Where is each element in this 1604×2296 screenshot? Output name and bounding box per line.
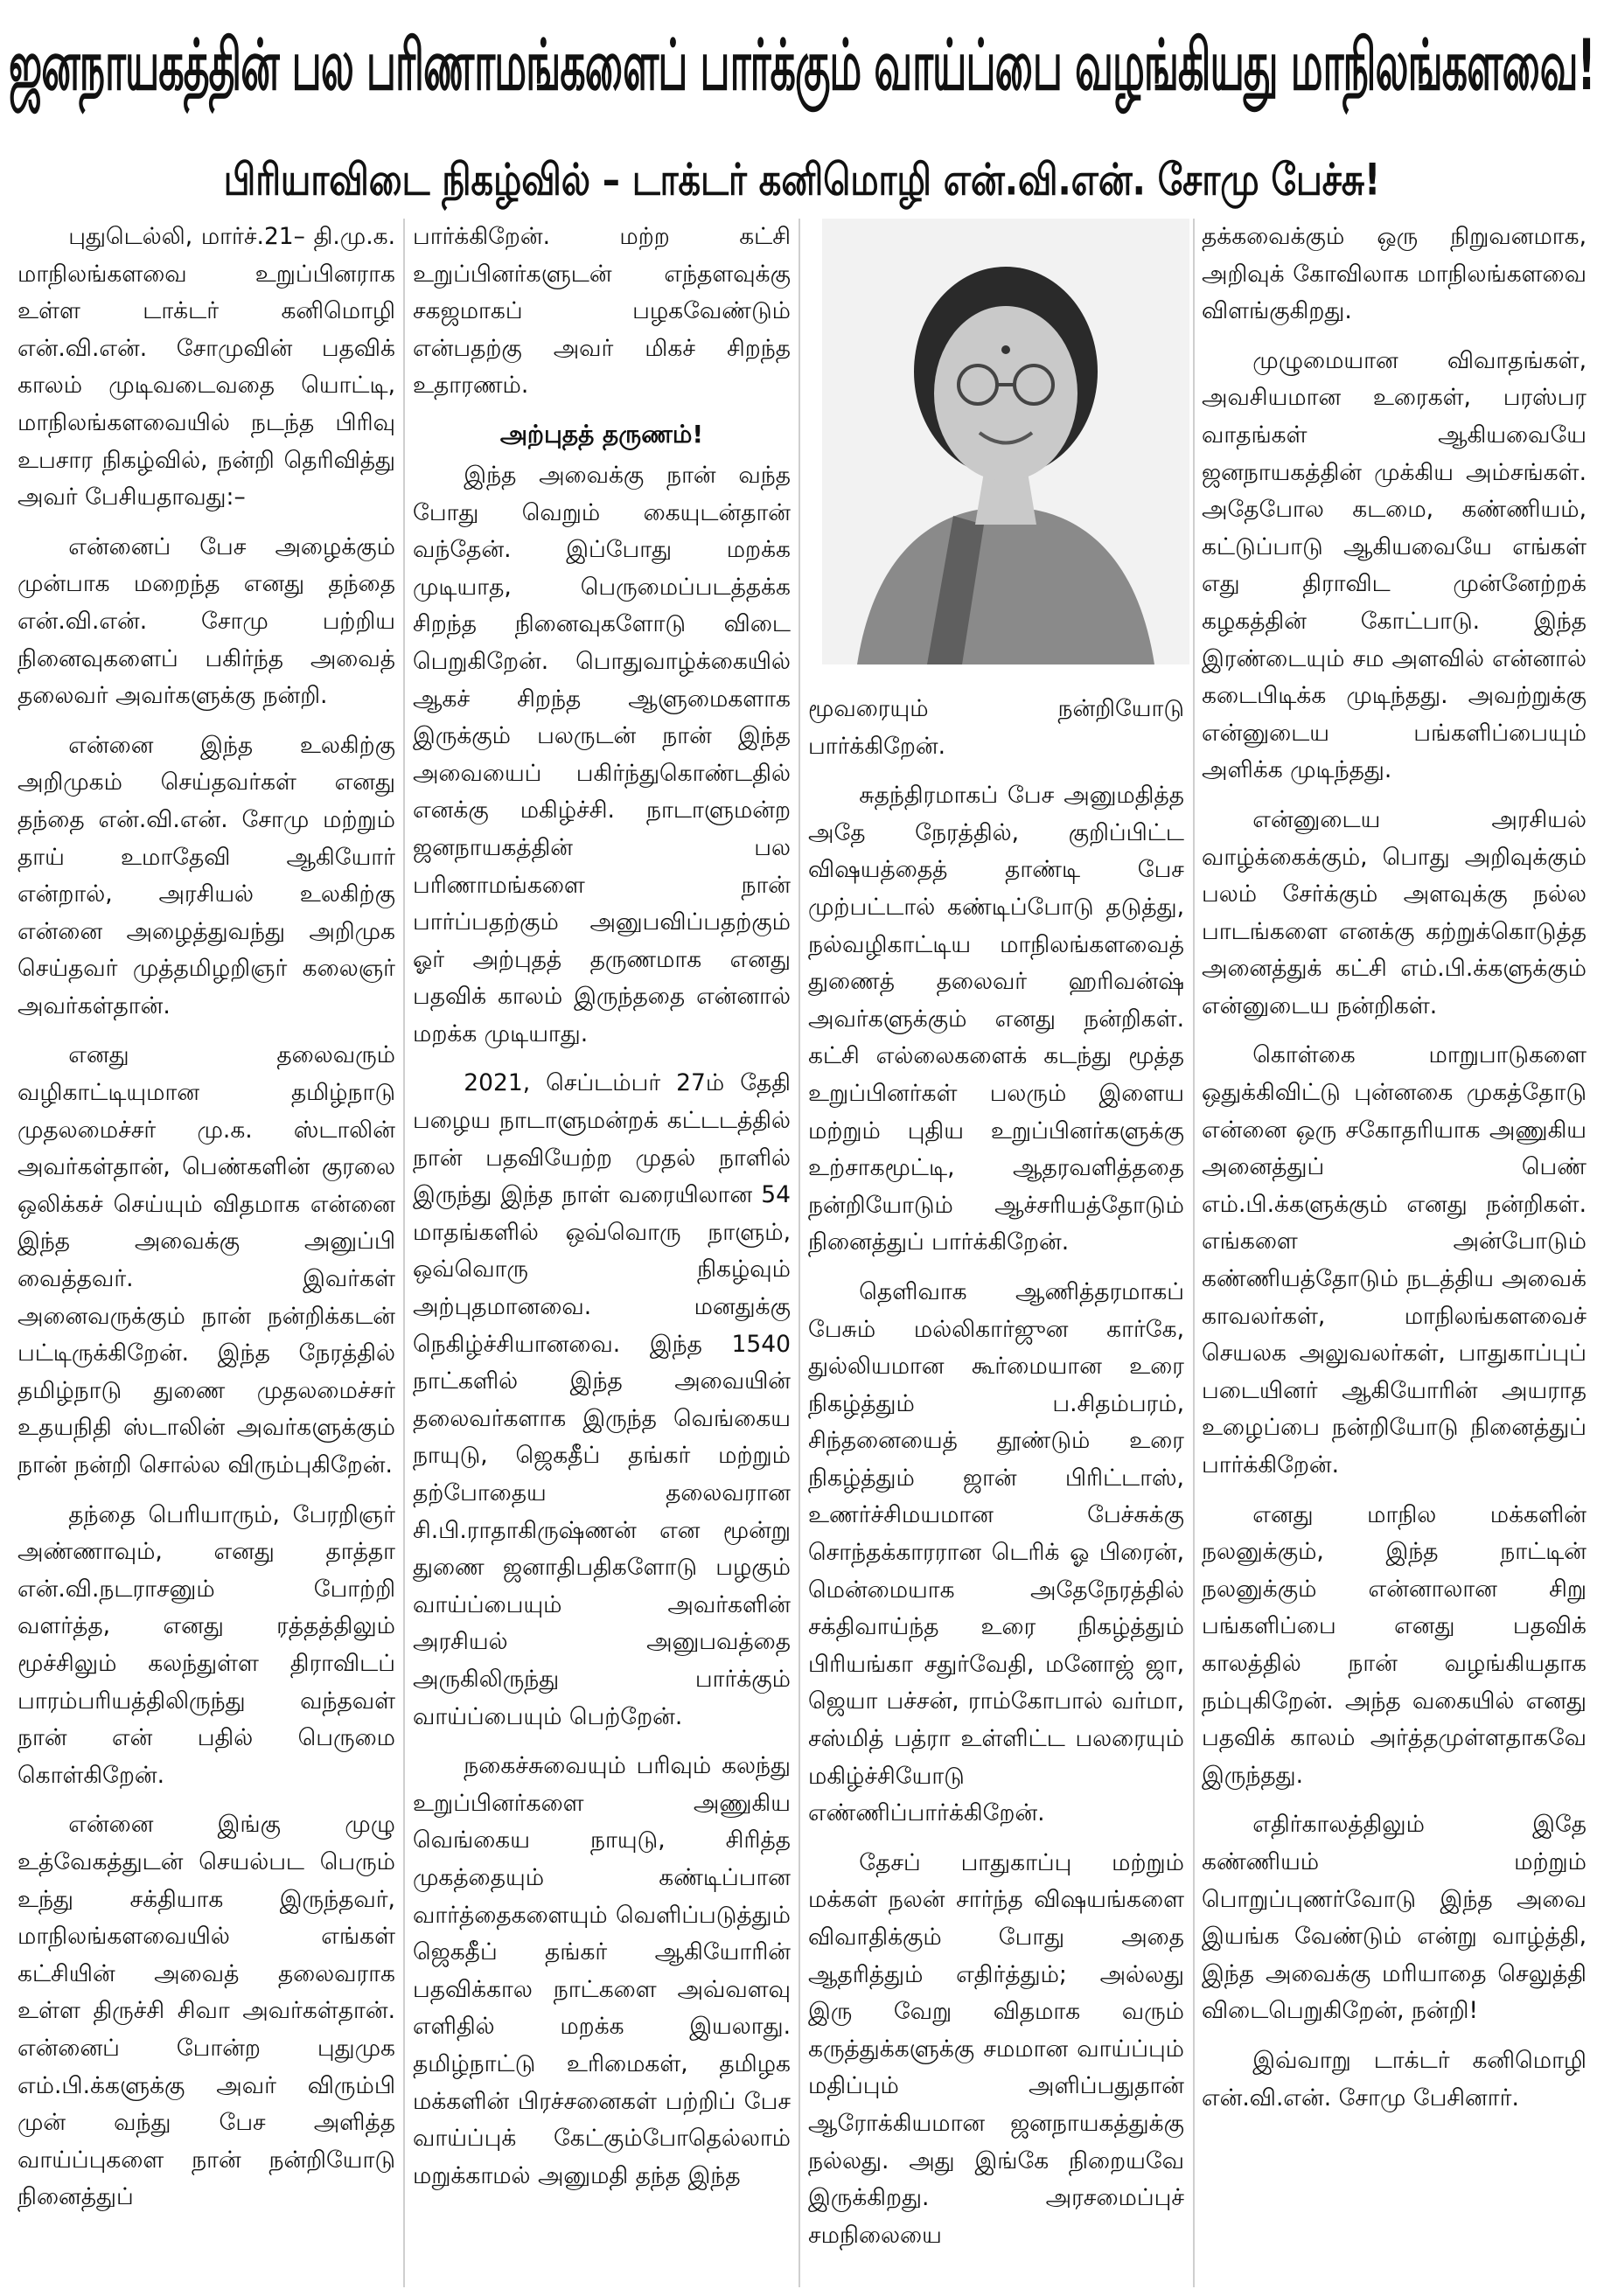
paragraph: 2021, செப்டம்பர் 27ம் தேதி பழைய நாடாளுமன்றக் கட்டடத்தில் நான் பதவியேற்ற முதல் நாளில் இருந்து இந்த நாள் வரையிலான 54 மாதங்களில் ஒவ்வொரு நாளும், ஒவ்வொரு நிகழ்வும் அற்புதமானவை. மனதுக்கு நெகிழ்ச்சியானவை. இந்த 1540 நாட்களில் இந்த அவையின் தலைவர்களாக இருந்த வெங்கைய நாயுடு, ஜெகதீப் தங்கர் மற்றும் தற்போதைய தலைவரான சி.பி.ராதாகிருஷ்ணன் என மூன்று துணை ஜனாதிபதிகளோடு பழகும் வாய்ப்பையும் அவர்களின் அரசியல் அனுபவத்தை அருகிலிருந்து பார்க்கும் வாய்ப்பையும் பெற்றேன். bbox=[413, 1069, 791, 1730]
paragraph: கொள்கை மாறுபாடுகளை ஒதுக்கிவிட்டு புன்னகை முகத்தோடு என்னை ஒரு சகோதரியாக அணுகிய அனைத்துப் பெண் எம்.பி.க்களுக்கும் எனது நன்றிகள். எங்களை அன்போடும் கண்ணியத்தோடும் நடத்திய அவைக் காவலர்கள், மாநிலங்களவைச் செயலக அலுவலர்கள், பாதுகாப்புப் படையினர் ஆகியோரின் அயராத உழைப்பை நன்றியோடு நினைத்துப் பார்க்கிறேன். bbox=[1202, 1041, 1587, 1478]
paragraph: மூவரையும் நன்றியோடு பார்க்கிறேன். bbox=[808, 695, 1184, 760]
paragraph: இவ்வாறு டாக்டர் கனிமொழி என்.வி.என். சோமு பேசினார். bbox=[1202, 2046, 1587, 2112]
column-rule bbox=[403, 219, 405, 2287]
section-heading: அற்புதத் தருணம்! bbox=[499, 419, 704, 449]
paragraph: தந்தை பெரியாரும், பேரறிஞர் அண்ணாவும், எனது தாத்தா என்.வி.நடராசனும் போற்றி வளர்த்த, எனது ரத்தத்திலும் மூச்சிலும் கலந்துள்ள திராவிடப் பாரம்பரியத்திலிருந்து வந்தவள் நான் என் பதில் பெருமை கொள்கிறேன். bbox=[17, 1500, 395, 1789]
paragraph: நகைச்சுவையும் பரிவும் கலந்து உறுப்பினர்களை அணுகிய வெங்கைய நாயுடு, சிரித்த முகத்தையும் கண்டிப்பான வார்த்தைகளையும் வெளிப்படுத்தும் ஜெகதீப் தங்கர் ஆகியோரின் பதவிக்கால நாட்களை அவ்வளவு எளிதில் மறக்க இயலாது. தமிழ்நாட்டு உரிமைகள், தமிழக மக்களின் பிரச்சனைகள் பற்றிப் பேச வாய்ப்புக் கேட்கும்போதெல்லாம் மறுக்காமல் அனுமதி தந்த இந்த bbox=[413, 1752, 791, 2189]
column-rule bbox=[1193, 219, 1195, 2287]
paragraph: என்னைப் பேச அழைக்கும் முன்பாக மறைந்த எனது தந்தை என்.வி.என். சோமு பற்றிய நினைவுகளைப் பகிர்ந்த அவைத் தலைவர் அவர்களுக்கு நன்றி. bbox=[17, 532, 395, 710]
bindi bbox=[1001, 345, 1010, 354]
article-column-3 bbox=[808, 691, 1184, 2287]
paragraph: தேசப் பாதுகாப்பு மற்றும் மக்கள் நலன் சார்ந்த விஷயங்களை விவாதிக்கும் போது அதை ஆதரித்தும் எதிர்த்தும்; அல்லது இரு வேறு விதமாக வரும் கருத்துக்களுக்கு சமமான வாய்ப்பும் மதிப்பும் அளிப்பதுதான் ஆரோக்கியமான ஜனநாயகத்துக்கு நல்லது. அது இங்கே நிறையவே இருக்கிறது. அரசமைப்புச் சமநிலையை bbox=[808, 1848, 1184, 2249]
face-shape bbox=[934, 306, 1077, 481]
article-column-2 bbox=[413, 219, 791, 2287]
subheadline: பிரியாவிடை நிகழ்வில் – டாக்டர் கனிமொழி என்.வி.என். சோமு பேச்சு! bbox=[223, 155, 1381, 205]
paragraph: என்னுடைய அரசியல் வாழ்க்கைக்கும், பொது அறிவுக்கும் பலம் சேர்க்கும் அளவுக்கு நல்ல பாடங்களை எனக்கு கற்றுக்கொடுத்த அனைத்துக் கட்சி எம்.பி.க்களுக்கும் என்னுடைய நன்றிகள். bbox=[1202, 805, 1587, 1019]
paragraph: எனது மாநில மக்களின் நலனுக்கும், இந்த நாட்டின் நலனுக்கும் என்னாலான சிறு பங்களிப்பை எனது பதவிக் காலத்தில் நான் வழங்கியதாக நம்புகிறேன். அந்த வகையில் எனது பதவிக் காலம் அர்த்தமுள்ளதாகவே இருந்தது. bbox=[1202, 1500, 1587, 1789]
portrait-woman-icon bbox=[822, 219, 1189, 664]
paragraph: முழுமையான விவாதங்கள், அவசியமான உரைகள், பரஸ்பர வாதங்கள் ஆகியவையே ஜனநாயகத்தின் முக்கிய அம்சங்கள். அதேபோல கடமை, கண்ணியம், கட்டுப்பாடு ஆகியவையே எங்கள் எது திராவிட முன்னேற்றக் கழகத்தின் கோட்பாடு. இந்த இரண்டையும் சம அளவில் என்னால் கடைபிடிக்க முடிந்தது. அவற்றுக்கு என்னுடைய பங்களிப்பையும் அளிக்க முடிந்தது. bbox=[1202, 346, 1587, 784]
paragraph: எதிர்காலத்திலும் இதே கண்ணியம் மற்றும் பொறுப்புணர்வோடு இந்த அவை இயங்க வேண்டும் என்று வாழ்த்தி, இந்த அவைக்கு மரியாதை செலுத்தி விடைபெறுகிறேன், நன்றி! bbox=[1202, 1811, 1587, 2025]
column-rule bbox=[799, 219, 800, 2287]
paragraph: தக்கவைக்கும் ஒரு நிறுவனமாக, அறிவுக் கோவிலாக மாநிலங்களவை விளங்குகிறது. bbox=[1202, 223, 1587, 325]
portrait-photo bbox=[822, 219, 1189, 664]
paragraph: தெளிவாக ஆணித்தரமாகப் பேசும் மல்லிகார்ஜுன கார்கே, துல்லியமான கூர்மையான உரை நிகழ்த்தும் ப.சிதம்பரம், சிந்தனையைத் தூண்டும் உரை நிகழ்த்தும் ஜான் பிரிட்டாஸ், உணர்ச்சிமயமான பேச்சுக்கு சொந்தக்காரரான டெரிக் ஓ பிரைன், மென்மையாக அதேநேரத்தில் சக்திவாய்ந்த உரை நிகழ்த்தும் பிரியங்கா சதுர்வேதி, மனோஜ் ஜா, ஜெயா பச்சன், ராம்கோபால் வர்மா, சஸ்மித் பத்ரா உள்ளிட்ட பலரையும் மகிழ்ச்சியோடு எண்ணிப்பார்க்கிறேன். bbox=[808, 1277, 1184, 1827]
paragraph: பார்க்கிறேன். மற்ற கட்சி உறுப்பினர்களுடன் எந்தளவுக்கு சகஜமாகப் பழகவேண்டும் என்பதற்கு அவர் மிகச் சிறந்த உதாரணம். bbox=[413, 223, 791, 400]
paragraph: சுதந்திரமாகப் பேச அனுமதித்த அதே நேரத்தில், குறிப்பிட்ட விஷயத்தைத் தாண்டி பேச முற்பட்டால் கண்டிப்போடு தடுத்து, நல்வழிகாட்டிய மாநிலங்களவைத் துணைத் தலைவர் ஹரிவன்ஷ் அவர்களுக்கும் எனது நன்றிகள். கட்சி எல்லைகளைக் கடந்து மூத்த உறுப்பினர்கள் பலரும் இளைய மற்றும் புதிய உறுப்பினர்களுக்கு உற்சாகமூட்டி, ஆதரவளித்ததை நன்றியோடும் ஆச்சரியத்தோடும் நினைத்துப் பார்க்கிறேன். bbox=[808, 782, 1184, 1256]
paragraph: என்னை இங்கு முழு உத்வேகத்துடன் செயல்பட பெரும் உந்து சக்தியாக இருந்தவர், மாநிலங்களவையில் எங்கள் கட்சியின் அவைத் தலைவராக உள்ள திருச்சி சிவா அவர்கள்தான். என்னைப் போன்ற புதுமுக எம்.பி.க்களுக்கு அவர் விரும்பி முன் வந்து பேச அளித்த வாய்ப்புகளை நான் நன்றியோடு நினைத்துப் bbox=[17, 1811, 395, 2211]
article-column-4 bbox=[1202, 219, 1587, 2287]
paragraph: இந்த அவைக்கு நான் வந்த போது வெறும் கையுடன்தான் வந்தேன். இப்போது மறக்க முடியாத, பெருமைப்படத்தக்க சிறந்த நினைவுகளோடு விடை பெறுகிறேன். பொதுவாழ்க்கையில் ஆகச் சிறந்த ஆளுமைகளாக இருக்கும் பலருடன் நான் இந்த அவையைப் பகிர்ந்துகொண்டதில் எனக்கு மகிழ்ச்சி. நாடாளுமன்ற ஜனநாயகத்தின் பல பரிணாமங்களை நான் பார்ப்பதற்கும் அனுபவிப்பதற்கும் ஓர் அற்புதத் தருணமாக எனது பதவிக் காலம் இருந்ததை என்னால் மறக்க முடியாது. bbox=[413, 461, 791, 1047]
headline: ஜனநாயகத்தின் பல பரிணாமங்களைப் பார்க்கும் வாய்ப்பை வழங்கியது மாநிலங்களவை! bbox=[9, 24, 1595, 107]
article-column-1 bbox=[17, 219, 395, 2287]
subheadline-banner bbox=[0, 136, 1604, 224]
paragraph: புதுடெல்லி, மார்ச்.21– தி.மு.க. மாநிலங்களவை உறுப்பினராக உள்ள டாக்டர் கனிமொழி என்.வி.என். சோமுவின் பதவிக் காலம் முடிவடைவதை யொட்டி, மாநிலங்களவையில் நடந்த பிரிவு உபசார நிகழ்வில், நன்றி தெரிவித்து அவர் பேசியதாவது:– bbox=[17, 223, 395, 511]
headline-banner bbox=[0, 0, 1604, 131]
paragraph: என்னை இந்த உலகிற்கு அறிமுகம் செய்தவர்கள் எனது தந்தை என்.வி.என். சோமு மற்றும் தாய் உமாதேவி ஆகியோர் என்றால், அரசியல் உலகிற்கு என்னை அழைத்துவந்து அறிமுக செய்தவர் முத்தமிழறிஞர் கலைஞர் அவர்கள்தான். bbox=[17, 731, 395, 1019]
paragraph: எனது தலைவரும் வழிகாட்டியுமான தமிழ்நாடு முதலமைச்சர் மு.க. ஸ்டாலின் அவர்கள்தான், பெண்களின் குரலை ஒலிக்கச் செய்யும் விதமாக என்னை இந்த அவைக்கு அனுப்பி வைத்தவர். இவர்கள் அனைவருக்கும் நான் நன்றிக்கடன் பட்டிருக்கிறேன். இந்த நேரத்தில் தமிழ்நாடு துணை முதலமைச்சர் உதயநிதி ஸ்டாலின் அவர்களுக்கும் நான் நன்றி சொல்ல விரும்புகிறேன். bbox=[17, 1041, 395, 1478]
